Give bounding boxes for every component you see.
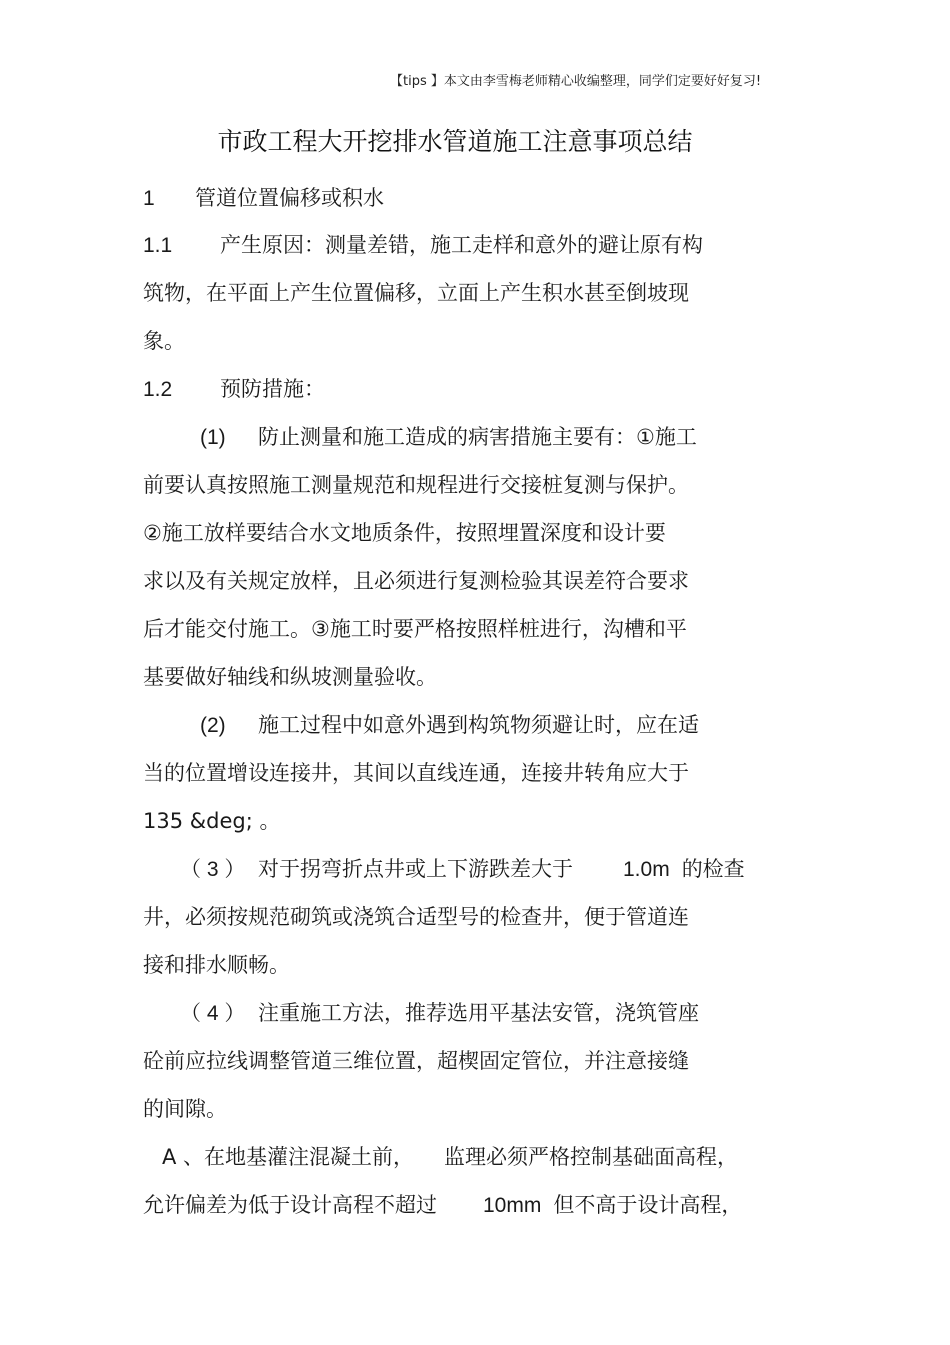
item-number: (2) bbox=[200, 714, 226, 737]
tips-header: 【tips 】本文由李雪梅老师精心收编整理，同学们定要好好复习! bbox=[390, 74, 762, 89]
text-line: 基要做好轴线和纵坡测量验收。 bbox=[143, 665, 437, 689]
text-line: 求以及有关规定放样，且必须进行复测检验其误差符合要求 bbox=[143, 569, 689, 593]
item-number: (1) bbox=[200, 426, 226, 449]
subsection-text: 预防措施： bbox=[220, 377, 325, 401]
paragraph-3-first-line bbox=[180, 854, 745, 885]
subsection-1-1 bbox=[143, 230, 703, 261]
section-heading-1 bbox=[143, 183, 384, 214]
text-line: 接和排水顺畅。 bbox=[143, 953, 290, 977]
item-number: （ 4 ） bbox=[180, 1002, 246, 1025]
text-line: 135 &deg; 。 bbox=[143, 809, 281, 833]
text-line: ②施工放样要结合水文地质条件，按照埋置深度和设计要 bbox=[143, 521, 666, 545]
paragraph-a-first-line bbox=[162, 1142, 738, 1172]
value-text: 10mm bbox=[483, 1194, 542, 1217]
text-line: 施工过程中如意外遇到构筑物须避让时，应在适 bbox=[258, 713, 699, 737]
text-line: 的检查 bbox=[681, 857, 745, 881]
value-text: 1.0m bbox=[623, 858, 670, 881]
text-line: 砼前应拉线调整管道三维位置，超楔固定管位，并注意接缝 bbox=[143, 1049, 689, 1073]
text-line: 筑物，在平面上产生位置偏移，立面上产生积水甚至倒坡现 bbox=[143, 281, 689, 305]
text-line: 前要认真按照施工测量规范和规程进行交接桩复测与保护。 bbox=[143, 473, 689, 497]
paragraph-1-first-line bbox=[200, 422, 697, 453]
text-line: 监理必须严格控制基础面高程， bbox=[444, 1145, 739, 1169]
text-line: 允许偏差为低于设计高程不超过 bbox=[143, 1193, 437, 1217]
item-number: （ 3 ） bbox=[180, 858, 246, 881]
text-line: 对于拐弯折点井或上下游跌差大于 bbox=[258, 857, 573, 881]
subsection-text: 产生原因：测量差错，施工走样和意外的避让原有构 bbox=[220, 233, 703, 257]
text-line: 象。 bbox=[143, 329, 185, 353]
paragraph-2-first-line bbox=[200, 710, 699, 741]
text-line: 的间隙。 bbox=[143, 1097, 227, 1121]
text-line: 当的位置增设连接井，其间以直线连通，连接井转角应大于 bbox=[143, 761, 689, 785]
text-line: 井，必须按规范砌筑或浇筑合适型号的检查井，便于管道连 bbox=[143, 905, 689, 929]
section-number: 1 bbox=[143, 187, 155, 210]
subsection-1-2 bbox=[143, 374, 325, 405]
paragraph-4-first-line bbox=[180, 998, 699, 1029]
text-line: 注重施工方法，推荐选用平基法安管，浇筑管座 bbox=[258, 1001, 699, 1025]
text-line: 但不高于设计高程， bbox=[553, 1193, 743, 1217]
paragraph-a-second-line bbox=[143, 1190, 742, 1221]
text-line: 后才能交付施工。③施工时要严格按照样桩进行，沟槽和平 bbox=[143, 617, 687, 641]
subsection-number: 1.1 bbox=[143, 234, 173, 257]
section-title: 管道位置偏移或积水 bbox=[195, 186, 384, 210]
text-line: A 、在地基灌注混凝土前， bbox=[162, 1145, 415, 1169]
subsection-number: 1.2 bbox=[143, 378, 173, 401]
text-line: 防止测量和施工造成的病害措施主要有：①施工 bbox=[258, 425, 697, 449]
page-title: 市政工程大开挖排水管道施工注意事项总结 bbox=[217, 127, 693, 156]
